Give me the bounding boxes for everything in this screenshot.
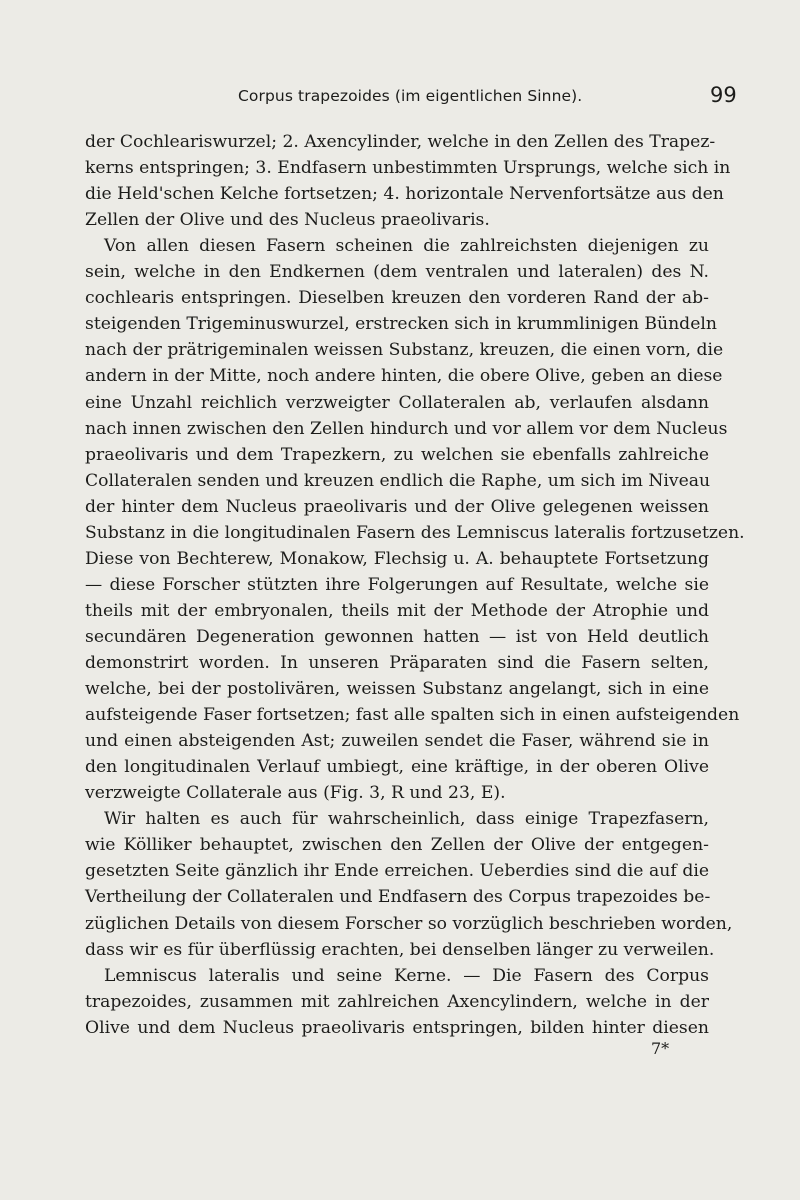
text-line: nach innen zwischen den Zellen hindurch und vor allem vor dem Nucleus [85, 418, 728, 439]
text-line: züglichen Details von diesem Forscher so vorzüglich beschrieben worden, [85, 913, 733, 934]
text-line: aufsteigende Faser fortsetzen; fast alle spalten sich in einen aufsteigenden [85, 705, 740, 726]
text-line: und einen absteigenden Ast; zuweilen sendet die Faser, während sie in [85, 731, 709, 752]
text-line: den longitudinalen Verlauf umbiegt, eine kräftige, in der oberen Olive [85, 757, 709, 778]
text-line: Diese von Bechterew, Monakow, Flechsig u. A. behauptete Fortsetzung [85, 548, 709, 569]
text-line: der hinter dem Nucleus praeolivaris und der Olive gelegenen weissen [85, 496, 709, 517]
text-line: verzweigte Collaterale aus (Fig. 3, R und 23, E). [85, 783, 506, 804]
text-line: Substanz in die longitudinalen Fasern des Lemniscus lateralis fortzusetzen. [85, 522, 745, 543]
text-line: andern in der Mitte, noch andere hinten, die obere Olive, geben an diese [85, 366, 723, 387]
text-line: die Held'schen Kelche fortsetzen; 4. horizontale Nervenfortsätze aus den [85, 184, 724, 205]
text-line: Zellen der Olive und des Nucleus praeolivaris. [85, 210, 490, 231]
text-line: theils mit der embryonalen, theils mit der Methode der Atrophie und [85, 600, 709, 621]
page-number: 99 [710, 83, 737, 107]
running-title: Corpus trapezoides (im eigentlichen Sinne). [238, 87, 583, 105]
text-line: nach der prätrigeminalen weissen Substanz, kreuzen, die einen vorn, die [85, 340, 724, 361]
text-line: der Cochleariswurzel; 2. Axencylinder, welche in den Zellen des Trapez- [85, 132, 716, 152]
text-line: demonstrirt worden. In unseren Präparaten sind die Fasern selten, [85, 653, 709, 673]
text-line: Von allen diesen Fasern scheinen die zahlreichsten diejenigen zu [104, 236, 709, 257]
text-line: cochlearis entspringen. Dieselben kreuzen den vorderen Rand der ab- [85, 288, 709, 309]
text-line: Lemniscus lateralis und seine Kerne. — Die Fasern des Corpus [104, 965, 709, 986]
text-line: dass wir es für überflüssig erachten, bei denselben länger zu verweilen. [85, 939, 715, 960]
signature-mark: 7* [651, 1038, 670, 1058]
text-line: welche, bei der postolivären, weissen Substanz angelangt, sich in eine [85, 679, 709, 700]
text-line: sein, welche in den Endkernen (dem ventralen und lateralen) des N. [85, 262, 709, 283]
text-line: secundären Degeneration gewonnen hatten — ist von Held deutlich [85, 626, 709, 647]
text-line: Olive und dem Nucleus praeolivaris entspringen, bilden hinter diesen [85, 1017, 709, 1038]
running-head [0, 83, 800, 111]
text-line: trapezoides, zusammen mit zahlreichen Axencylindern, welche in der [85, 991, 709, 1012]
text-line: eine Unzahl reichlich verzweigter Collateralen ab, verlaufen alsdann [85, 392, 709, 413]
text-line: — diese Forscher stützten ihre Folgerungen auf Resultate, welche sie [85, 574, 709, 595]
text-line: praeolivaris und dem Trapezkern, zu welchen sie ebenfalls zahlreiche [85, 444, 709, 465]
text-line: gesetzten Seite gänzlich ihr Ende erreichen. Ueberdies sind die auf die [85, 861, 709, 882]
text-line: steigenden Trigeminuswurzel, erstrecken sich in krummlinigen Bündeln [85, 314, 717, 335]
text-line: wie Kölliker behauptet, zwischen den Zellen der Olive der entgegen- [85, 835, 709, 856]
text-line: Collateralen senden und kreuzen endlich die Raphe, um sich im Niveau [85, 470, 711, 491]
text-line: Wir halten es auch für wahrscheinlich, dass einige Trapezfasern, [104, 809, 709, 830]
text-line: Vertheilung der Collateralen und Endfasern des Corpus trapezoides be- [85, 887, 711, 908]
text-line: kerns entspringen; 3. Endfasern unbestimmten Ursprungs, welche sich in [85, 158, 731, 179]
